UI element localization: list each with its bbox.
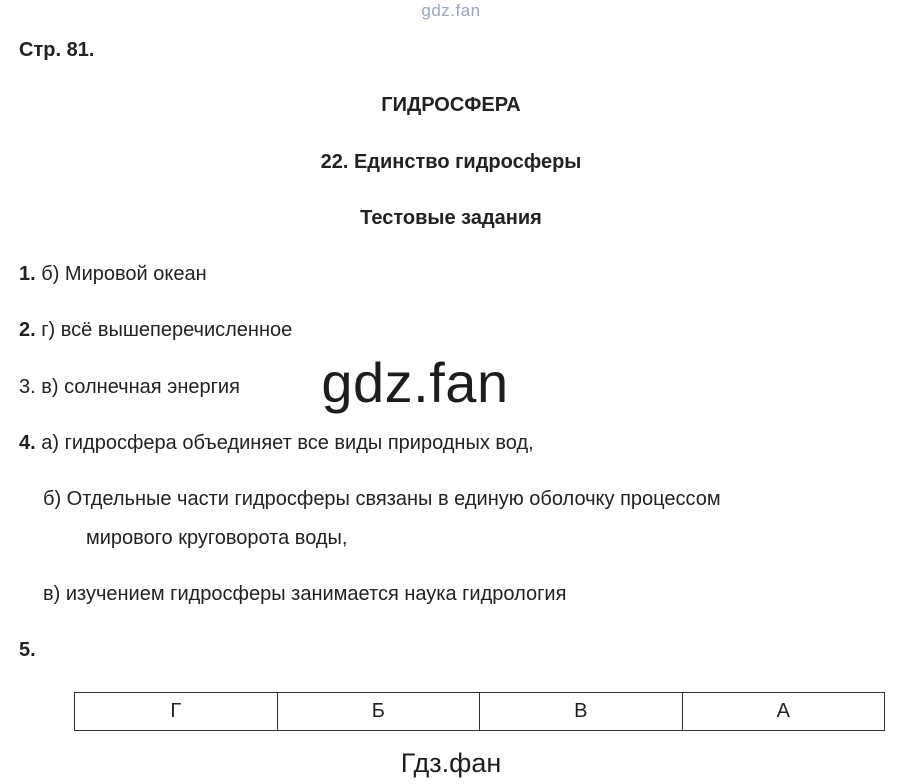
answer-4-part-b-line-1: б) Отдельные части гидросферы связаны в единую оболочку процессом <box>43 488 721 510</box>
page-number: Стр. 81. <box>19 39 95 61</box>
answer-4-number: 4. <box>19 432 36 454</box>
answer-3-text: в) солнечная энергия <box>35 376 240 398</box>
table-cell-2: Б <box>277 693 480 731</box>
answer-4-part-b-line-2: мирового круговорота воды, <box>86 527 348 549</box>
answer-1-text: б) Мировой океан <box>35 263 207 285</box>
table-row <box>75 693 885 731</box>
answer-5-table <box>74 692 885 731</box>
table-cell-3: В <box>480 693 683 731</box>
table-cell-1: Г <box>75 693 278 731</box>
answer-1-number: 1. <box>19 263 36 285</box>
answer-2-text: г) всё вышеперечисленное <box>35 319 293 341</box>
answer-3-number: 3. <box>19 376 36 398</box>
answer-5 <box>19 639 36 662</box>
section-title: ГИДРОСФЕРА <box>381 94 521 116</box>
answer-1 <box>19 263 207 286</box>
answer-2-number: 2. <box>19 319 36 341</box>
answer-4-part-a <box>19 432 534 455</box>
answer-4-part-a-text: а) гидросфера объединяет все виды природных вод, <box>35 432 534 454</box>
watermark-center: gdz.fan <box>321 351 509 414</box>
table-cell-4: А <box>682 693 885 731</box>
watermark-bottom: Гдз.фан <box>400 748 502 778</box>
topic-title: 22. Единство гидросферы <box>320 151 582 173</box>
answer-4-part-c: в) изучением гидросферы занимается наука гидрология <box>43 583 567 605</box>
watermark-top: gdz.fan <box>421 1 481 20</box>
answer-5-number: 5. <box>19 639 36 661</box>
subtitle: Тестовые задания <box>360 207 542 229</box>
answer-2 <box>19 319 292 342</box>
